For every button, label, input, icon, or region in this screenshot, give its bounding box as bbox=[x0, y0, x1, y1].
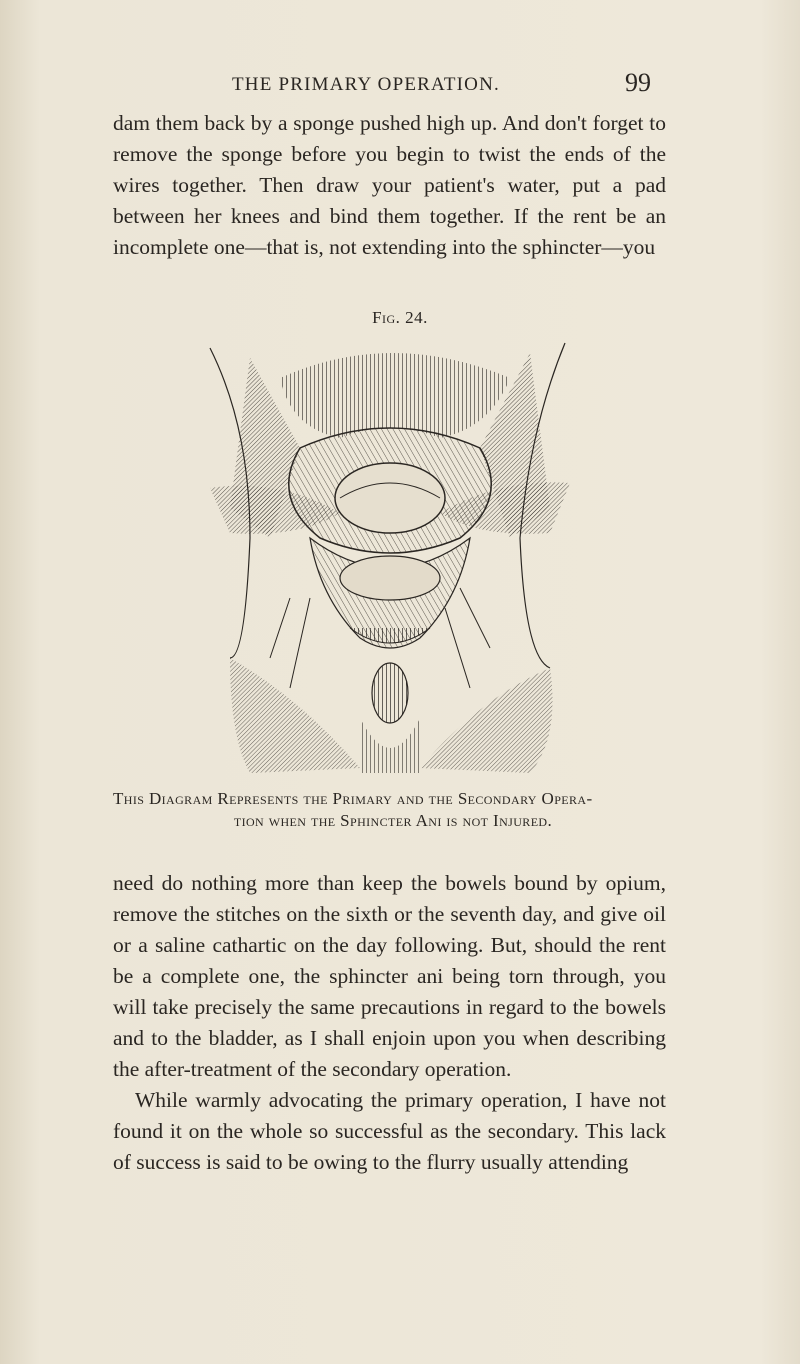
caption-line-1: This Diagram Represents the Primary and the Secondary Opera- bbox=[113, 789, 593, 808]
illustration-body bbox=[210, 343, 570, 773]
running-head bbox=[0, 70, 800, 100]
figure-caption bbox=[113, 788, 673, 832]
body-text bbox=[113, 868, 666, 1178]
caption-line-2: tion when the Sphincter Ani is not Injured. bbox=[233, 811, 553, 830]
body-paragraph-2: While warmly advocating the primary operation, I have not found it on the whole so successful as the secondary. This lack of success is said to be owing to the flurry usually attending bbox=[113, 1088, 666, 1174]
running-title: THE PRIMARY OPERATION. bbox=[232, 74, 500, 95]
anatomical-illustration bbox=[190, 338, 590, 778]
body-paragraph-1: need do nothing more than keep the bowels bound by opium, remove the stitches on the sixth or the seventh day, and give oil or a saline cathartic on the day following. But, should the rent be a complete one, the sphincter ani being torn through, you will take precisely the same precautions in regard to the bowels and to the bladder, as I shall enjoin upon you when describing the after-treatment of the secondary operation. bbox=[113, 871, 666, 1081]
figure-label: Fig. 24. bbox=[372, 308, 428, 327]
page-number: 99 bbox=[625, 68, 651, 97]
top-paragraph: dam them back by a sponge pushed high up. And don't forget to remove the sponge before you begin to twist the ends of the wires together. Then draw your patient's water, put a pad between her knees and bind them together. If the rent be an incomplete one—that is, not extending into the sphincter—you bbox=[113, 111, 666, 259]
